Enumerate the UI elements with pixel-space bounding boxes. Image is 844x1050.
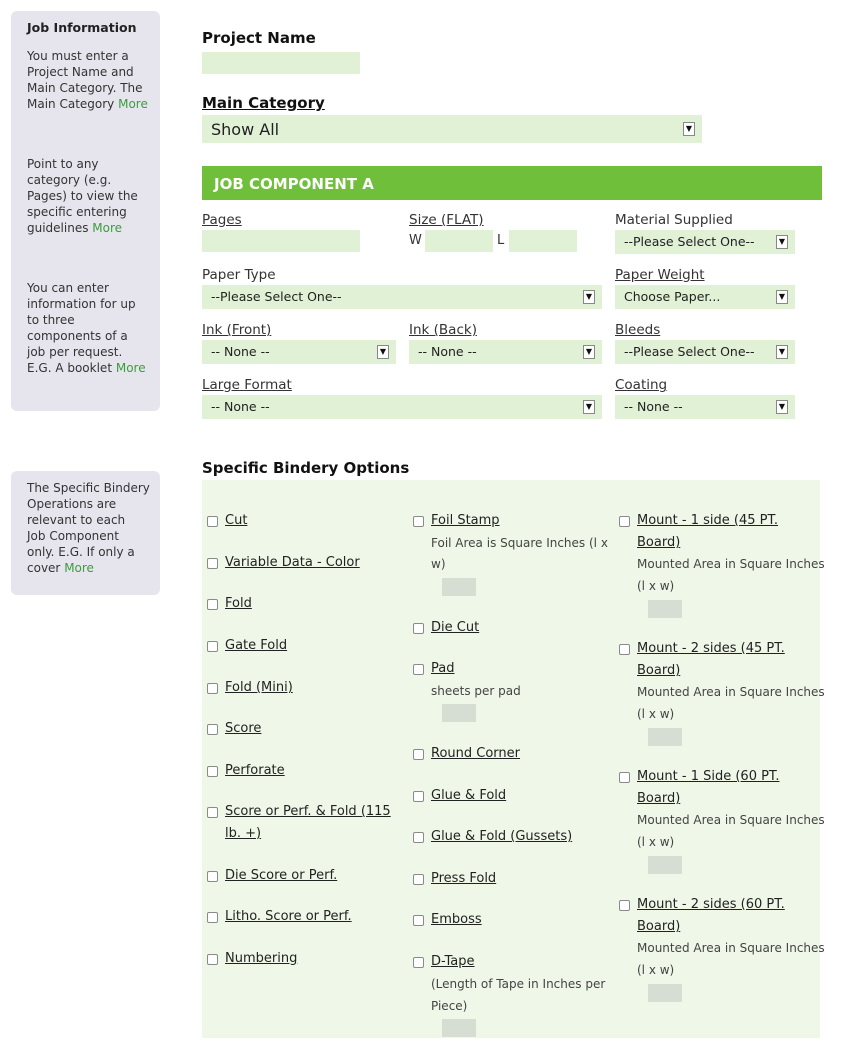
fold-mini-option[interactable]: Fold (Mini) bbox=[225, 680, 293, 695]
chevron-down-icon: ▼ bbox=[377, 345, 389, 359]
mount-2-sides-60-area-input[interactable] bbox=[648, 984, 682, 1002]
d-tape-note: (Length of Tape in Inches per bbox=[431, 977, 606, 991]
die-cut-checkbox[interactable] bbox=[413, 623, 424, 634]
mount-1-side-60-area-input[interactable] bbox=[648, 856, 682, 874]
mount-2-sides-60-option[interactable]: Mount - 2 sides (60 PT. bbox=[637, 897, 785, 912]
mount-area-note-line2: (l x w) bbox=[637, 707, 675, 721]
large-format-select[interactable]: -- None -- ▼ bbox=[202, 395, 602, 419]
component-banner: JOB COMPONENT A bbox=[202, 166, 822, 200]
score-perf-fold-option-line2[interactable]: lb. +) bbox=[225, 826, 262, 841]
more-link[interactable]: More bbox=[92, 221, 123, 235]
chevron-down-icon: ▼ bbox=[776, 290, 788, 304]
perforate-checkbox[interactable] bbox=[207, 766, 218, 777]
score-option[interactable]: Score bbox=[225, 721, 262, 736]
size-w-input[interactable] bbox=[425, 230, 493, 252]
size-w-label: W bbox=[409, 233, 422, 248]
large-format-label: Large Format bbox=[202, 377, 292, 393]
mount-area-note-line2: (l x w) bbox=[637, 579, 675, 593]
bleeds-label: Bleeds bbox=[615, 322, 661, 338]
mount-area-note: Mounted Area in Square Inches bbox=[637, 813, 825, 827]
emboss-checkbox[interactable] bbox=[413, 915, 424, 926]
size-l-label: L bbox=[497, 233, 505, 248]
pad-note: sheets per pad bbox=[431, 684, 521, 698]
litho-score-option[interactable]: Litho. Score or Perf. bbox=[225, 909, 352, 924]
fold-option[interactable]: Fold bbox=[225, 596, 252, 611]
material-select[interactable]: --Please Select One-- ▼ bbox=[615, 230, 795, 254]
more-link[interactable]: More bbox=[118, 97, 148, 111]
bindery-title: Specific Bindery Options bbox=[202, 459, 410, 477]
material-label: Material Supplied bbox=[615, 212, 733, 228]
sidebar-bindery-tip: The Specific Bindery Operations are relevant to each Job Component only. E.G. If only a cover More bbox=[27, 481, 150, 575]
mount-area-note: Mounted Area in Square Inches bbox=[637, 941, 825, 955]
cut-checkbox[interactable] bbox=[207, 516, 218, 527]
pages-label: Pages bbox=[202, 212, 242, 228]
glue-fold-checkbox[interactable] bbox=[413, 791, 424, 802]
foil-stamp-option[interactable]: Foil Stamp bbox=[431, 513, 500, 528]
mount-1-side-60-checkbox[interactable] bbox=[619, 772, 630, 783]
cut-option[interactable]: Cut bbox=[225, 513, 248, 528]
foil-note: Foil Area is Square Inches (l x bbox=[431, 536, 608, 550]
press-fold-option[interactable]: Press Fold bbox=[431, 871, 497, 886]
round-corner-option[interactable]: Round Corner bbox=[431, 746, 520, 761]
ink-front-select[interactable]: -- None -- ▼ bbox=[202, 340, 396, 364]
pad-sheets-input[interactable] bbox=[442, 704, 476, 722]
gate-fold-option[interactable]: Gate Fold bbox=[225, 638, 288, 653]
mount-area-note-line2: (l x w) bbox=[637, 963, 675, 977]
project-name-input[interactable] bbox=[202, 52, 360, 74]
mount-2-sides-45-area-input[interactable] bbox=[648, 728, 682, 746]
emboss-option[interactable]: Emboss bbox=[431, 912, 482, 927]
mount-1-side-45-area-input[interactable] bbox=[648, 600, 682, 618]
litho-score-checkbox[interactable] bbox=[207, 912, 218, 923]
paper-type-select[interactable]: --Please Select One-- ▼ bbox=[202, 285, 602, 309]
mount-area-note: Mounted Area in Square Inches bbox=[637, 685, 825, 699]
chevron-down-icon: ▼ bbox=[776, 235, 788, 249]
chevron-down-icon: ▼ bbox=[776, 400, 788, 414]
variable-data-option[interactable]: Variable Data - Color bbox=[225, 555, 360, 570]
fold-mini-checkbox[interactable] bbox=[207, 683, 218, 694]
mount-1-side-45-checkbox[interactable] bbox=[619, 516, 630, 527]
sidebar-job-info-text: You must enter a Project Name and Main Category. The Main Category More bbox=[27, 49, 148, 111]
paper-weight-label: Paper Weight bbox=[615, 267, 705, 283]
d-tape-length-input[interactable] bbox=[442, 1019, 476, 1037]
more-link[interactable]: More bbox=[64, 561, 94, 575]
paper-type-label: Paper Type bbox=[202, 267, 276, 283]
numbering-option[interactable]: Numbering bbox=[225, 951, 298, 966]
chevron-down-icon: ▼ bbox=[583, 345, 595, 359]
mount-2-sides-45-option-line2[interactable]: Board) bbox=[637, 663, 681, 678]
glue-fold-option[interactable]: Glue & Fold bbox=[431, 788, 507, 803]
perforate-option[interactable]: Perforate bbox=[225, 763, 285, 778]
sidebar-components-tip: You can enter information for up to three components of a job per request. E.G. A booklet More bbox=[27, 281, 146, 375]
paper-weight-select[interactable]: Choose Paper... ▼ bbox=[615, 285, 795, 309]
ink-back-select[interactable]: -- None -- ▼ bbox=[409, 340, 602, 364]
mount-area-note-line2: (l x w) bbox=[637, 835, 675, 849]
size-label: Size (FLAT) bbox=[409, 212, 484, 228]
die-cut-option[interactable]: Die Cut bbox=[431, 620, 480, 635]
main-category-label: Main Category bbox=[202, 94, 325, 112]
ink-front-label: Ink (Front) bbox=[202, 322, 272, 338]
foil-stamp-checkbox[interactable] bbox=[413, 516, 424, 527]
fold-checkbox[interactable] bbox=[207, 599, 218, 610]
chevron-down-icon: ▼ bbox=[683, 122, 695, 136]
mount-2-sides-45-option[interactable]: Mount - 2 sides (45 PT. bbox=[637, 641, 785, 656]
sidebar-category-tip: Point to any category (e.g. Pages) to view the specific entering guidelines More bbox=[27, 157, 138, 235]
chevron-down-icon: ▼ bbox=[776, 345, 788, 359]
pad-option[interactable]: Pad bbox=[431, 661, 455, 676]
foil-area-input[interactable] bbox=[442, 578, 476, 596]
chevron-down-icon: ▼ bbox=[583, 290, 595, 304]
score-checkbox[interactable] bbox=[207, 724, 218, 735]
mount-1-side-45-option[interactable]: Mount - 1 side (45 PT. bbox=[637, 513, 778, 528]
pad-checkbox[interactable] bbox=[413, 664, 424, 675]
die-score-checkbox[interactable] bbox=[207, 871, 218, 882]
pages-input[interactable] bbox=[202, 230, 360, 252]
bleeds-select[interactable]: --Please Select One-- ▼ bbox=[615, 340, 795, 364]
d-tape-option[interactable]: D-Tape bbox=[431, 954, 475, 969]
mount-2-sides-60-checkbox[interactable] bbox=[619, 900, 630, 911]
die-score-option[interactable]: Die Score or Perf. bbox=[225, 868, 338, 883]
press-fold-checkbox[interactable] bbox=[413, 874, 424, 885]
glue-fold-gussets-option[interactable]: Glue & Fold (Gussets) bbox=[431, 829, 573, 844]
d-tape-note-line2: Piece) bbox=[431, 999, 468, 1013]
mount-2-sides-45-checkbox[interactable] bbox=[619, 644, 630, 655]
d-tape-checkbox[interactable] bbox=[413, 957, 424, 968]
sidebar-title: Job Information bbox=[27, 20, 137, 35]
mount-1-side-60-option[interactable]: Mount - 1 Side (60 PT. bbox=[637, 769, 780, 784]
variable-data-checkbox[interactable] bbox=[207, 558, 218, 569]
round-corner-checkbox[interactable] bbox=[413, 749, 424, 760]
size-l-input[interactable] bbox=[509, 230, 577, 252]
mount-1-side-45-option-line2[interactable]: Board) bbox=[637, 535, 681, 550]
numbering-checkbox[interactable] bbox=[207, 954, 218, 965]
more-link[interactable]: More bbox=[115, 361, 146, 375]
coating-label: Coating bbox=[615, 377, 668, 393]
main-category-select[interactable]: Show All ▼ bbox=[202, 115, 702, 143]
score-perf-fold-option[interactable]: Score or Perf. & Fold (115 bbox=[225, 804, 391, 819]
foil-note-line2: w) bbox=[431, 557, 446, 571]
chevron-down-icon: ▼ bbox=[583, 400, 595, 414]
ink-back-label: Ink (Back) bbox=[409, 322, 477, 338]
score-perf-fold-checkbox[interactable] bbox=[207, 807, 218, 818]
project-name-label: Project Name bbox=[202, 29, 316, 47]
gate-fold-checkbox[interactable] bbox=[207, 641, 218, 652]
mount-area-note: Mounted Area in Square Inches bbox=[637, 557, 825, 571]
mount-2-sides-60-option-line2[interactable]: Board) bbox=[637, 919, 681, 934]
mount-1-side-60-option-line2[interactable]: Board) bbox=[637, 791, 681, 806]
glue-fold-gussets-checkbox[interactable] bbox=[413, 832, 424, 843]
coating-select[interactable]: -- None -- ▼ bbox=[615, 395, 795, 419]
